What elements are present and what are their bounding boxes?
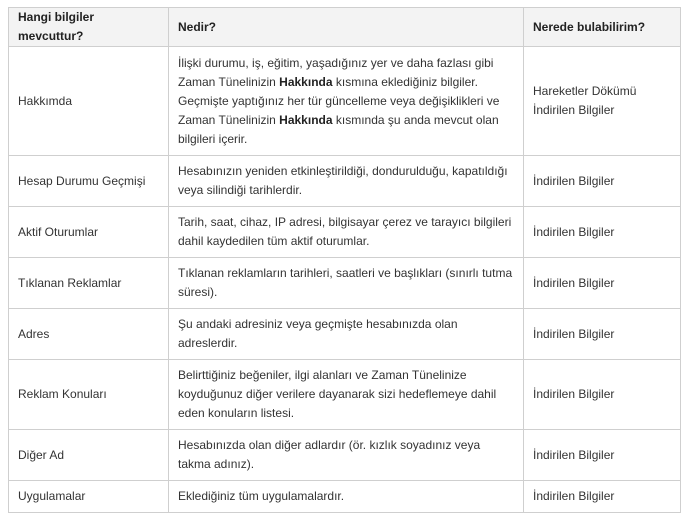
row-description: Şu andaki adresiniz veya geçmişte hesabınızda olan adreslerdir. [169, 309, 524, 360]
header-what-info: Hangi bilgiler mevcuttur? [9, 8, 169, 47]
header-what-is-it: Nedir? [169, 8, 524, 47]
row-name: Hesap Durumu Geçmişi [9, 156, 169, 207]
row-description: Hesabınızda olan diğer adlardır (ör. kızlık soyadınız veya takma adınız). [169, 430, 524, 481]
table-row [9, 258, 681, 309]
desc-text: kısmına eklediğiniz bilgiler. Geçmişte yaptığınız her tür güncelleme veya değişiklikleri ve Zaman Tünelinizin [178, 74, 500, 127]
row-where: İndirilen Bilgiler [524, 258, 681, 309]
row-description: Belirttiğiniz beğeniler, ilgi alanları ve Zaman Tünelinize koyduğunuz diğer verilere dayanarak sizi hedeflemeye dahil eden konuların listesi. [169, 360, 524, 430]
where-item: İndirilen Bilgiler [533, 103, 615, 117]
row-name: Aktif Oturumlar [9, 207, 169, 258]
header-where-find: Nerede bulabilirim? [524, 8, 681, 47]
row-name: Uygulamalar [9, 481, 169, 513]
row-where: İndirilen Bilgiler [524, 156, 681, 207]
table-row [9, 481, 681, 513]
row-where: İndirilen Bilgiler [524, 309, 681, 360]
desc-bold: Hakkında [279, 74, 333, 89]
data-info-table [8, 7, 681, 513]
table-header-row [9, 8, 681, 47]
table-row [9, 309, 681, 360]
desc-text: İlişki durumu, iş, eğitim, yaşadığınız yer ve daha fazlası gibi Zaman Tünelinizin [178, 55, 494, 89]
row-description [169, 47, 524, 156]
row-description: Hesabınızın yeniden etkinleştirildiği, dondurulduğu, kapatıldığı veya silindiği tarihlerdir. [169, 156, 524, 207]
row-where: İndirilen Bilgiler [524, 481, 681, 513]
table-row [9, 207, 681, 258]
table-row [9, 360, 681, 430]
desc-bold: Hakkında [279, 112, 333, 127]
where-item: Hareketler Dökümü [533, 84, 637, 98]
row-description: Eklediğiniz tüm uygulamalardır. [169, 481, 524, 513]
row-description: Tarih, saat, cihaz, IP adresi, bilgisayar çerez ve tarayıcı bilgileri dahil kaydedilen tüm aktif oturumlar. [169, 207, 524, 258]
row-where: İndirilen Bilgiler [524, 360, 681, 430]
desc-text: kısmında şu anda mevcut olan bilgileri içerir. [178, 112, 499, 146]
row-name: Adres [9, 309, 169, 360]
row-where: İndirilen Bilgiler [524, 430, 681, 481]
row-description: Tıklanan reklamların tarihleri, saatleri ve başlıkları (sınırlı tutma süresi). [169, 258, 524, 309]
row-name: Tıklanan Reklamlar [9, 258, 169, 309]
table-row [9, 430, 681, 481]
row-name: Reklam Konuları [9, 360, 169, 430]
row-name: Diğer Ad [9, 430, 169, 481]
row-where: İndirilen Bilgiler [524, 207, 681, 258]
row-where [524, 47, 681, 156]
table-row [9, 156, 681, 207]
row-name: Hakkımda [9, 47, 169, 156]
table-row [9, 47, 681, 156]
